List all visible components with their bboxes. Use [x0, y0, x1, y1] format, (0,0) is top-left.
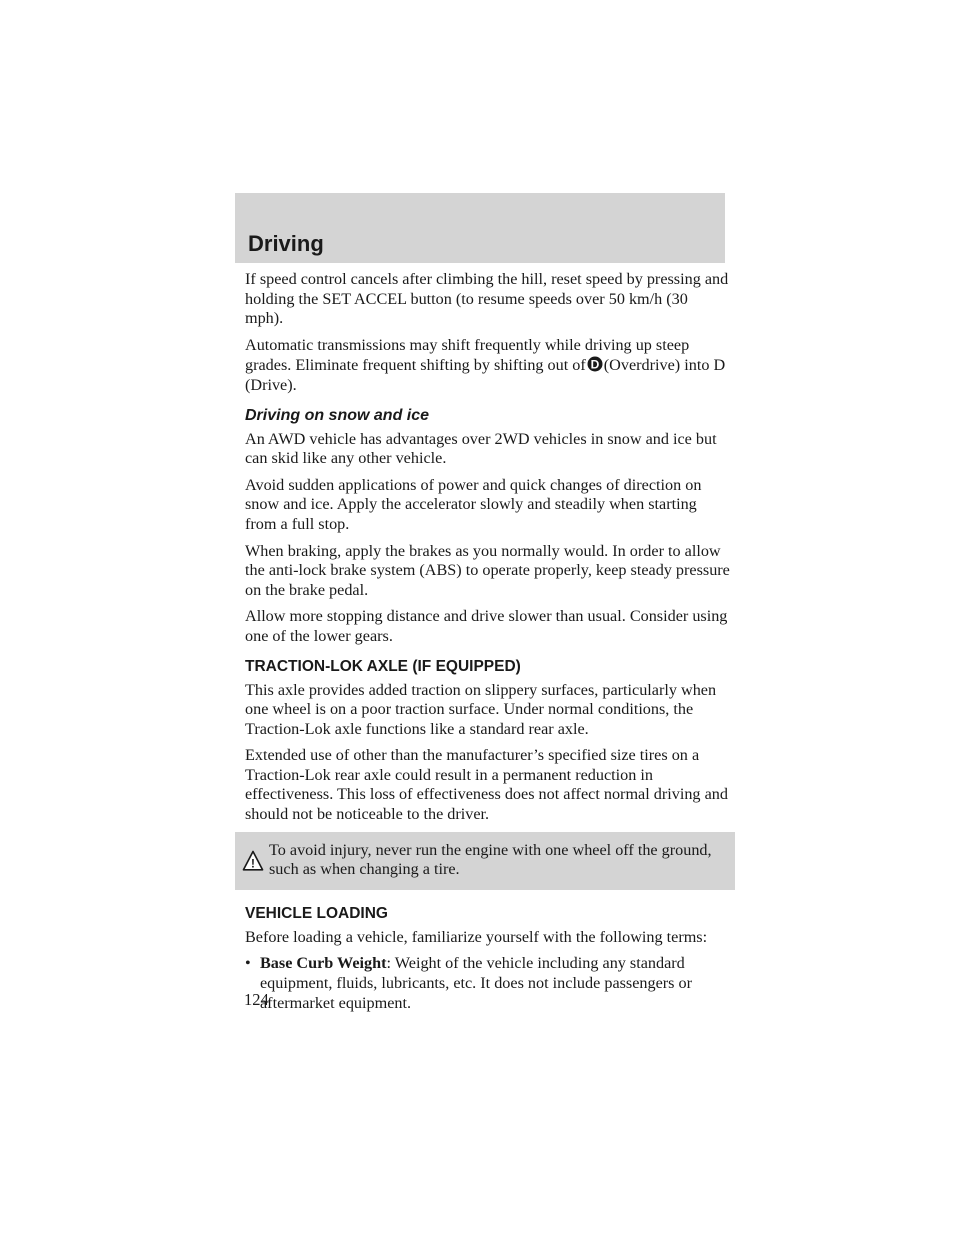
- paragraph-before-loading: Before loading a vehicle, familiarize yourself with the following terms:: [245, 927, 708, 946]
- paragraph-speed-control: If speed control cancels after climbing the hill, reset speed by pressing and holding the SET ACCEL button (to resume speeds over 50 km/h (30 mph).: [245, 270, 729, 328]
- header-band: [235, 193, 725, 263]
- paragraph-avoid-sudden: Avoid sudden applications of power and quick changes of direction on snow and ice. Apply the accelerator slowly and steadily when starting from a full stop.: [245, 475, 702, 533]
- heading-snow-and-ice: Driving on snow and ice: [245, 406, 430, 424]
- paragraph-extended-use: Extended use of other than the manufacturer’s specified size tires on a Traction-Lok rear axle could result in a permanent reduction in effectiveness. This loss of effectiveness does not affect normal driving and should not be noticeable to the driver.: [245, 746, 728, 824]
- term-base-curb-weight: Base Curb Weight: [260, 954, 387, 973]
- warning-text: To avoid injury, never run the engine with one wheel off the ground, such as when changing a tire.: [269, 840, 712, 879]
- bullet-glyph: •: [245, 954, 251, 973]
- overdrive-icon-glyph: D: [590, 357, 600, 372]
- list-item-base-curb-weight: [245, 954, 730, 1013]
- paragraph-axle-traction: This axle provides added traction on slippery surfaces, particularly when one wheel is on a poor traction surface. Under normal conditions, the Traction-Lok axle functions like a standard rear axle.: [245, 680, 717, 738]
- overdrive-icon: [587, 355, 603, 373]
- heading-traction-lok: TRACTION-LOK AXLE (IF EQUIPPED): [245, 657, 521, 675]
- page-number: 124: [244, 990, 269, 1009]
- warning-box: [235, 832, 735, 890]
- transmission-text-before: Automatic transmissions may shift frequently while driving up steep grades. Eliminate frequent shifting by shifting out of: [245, 335, 690, 375]
- definition-base-curb-weight: : Weight of the vehicle including any standard equipment, fluids, lubricants, etc. It does not include passengers or aftermarket equipment.: [260, 954, 693, 1012]
- paragraph-stopping-distance: Allow more stopping distance and drive slower than usual. Consider using one of the lower gears.: [245, 607, 728, 645]
- content: [245, 270, 730, 1013]
- heading-vehicle-loading: VEHICLE LOADING: [245, 904, 388, 922]
- warning-triangle-icon: [242, 850, 264, 872]
- transmission-text-after: (Overdrive) into D (Drive).: [245, 356, 726, 394]
- paragraph-braking: When braking, apply the brakes as you normally would. In order to allow the anti-lock brake system (ABS) to operate properly, keep steady pressure on the brake pedal.: [245, 541, 730, 599]
- page-title: Driving: [248, 231, 324, 256]
- warning-icon-glyph: !: [251, 857, 255, 871]
- paragraph-automatic-transmission: [245, 336, 730, 396]
- paragraph-awd: An AWD vehicle has advantages over 2WD vehicles in snow and ice but can skid like any other vehicle.: [245, 429, 717, 468]
